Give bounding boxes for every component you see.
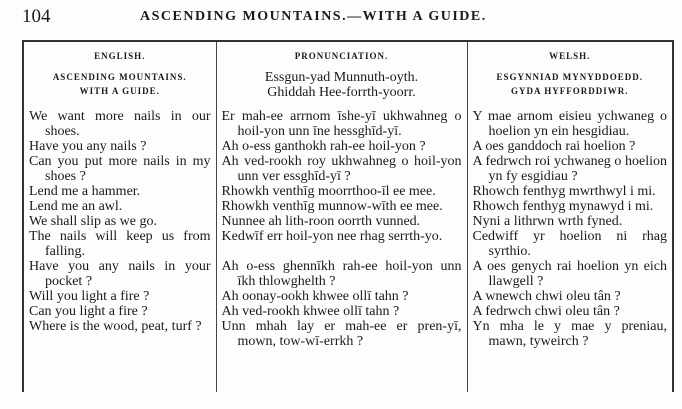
pronunciation-phrase: Ah o-ess ganthokh rah-ee hoil-yon ?	[221, 139, 426, 155]
running-title: ASCENDING MOUNTAINS.—WITH A GUIDE.	[140, 9, 487, 24]
welsh-phrase: Y mae arnom eisieu ychwaneg o hoelion yn ein hesgidiau.	[472, 109, 667, 140]
section-titles	[24, 70, 672, 109]
welsh-phrase-cell	[467, 154, 672, 184]
subtitle-line: ESGYNNIAD MYNYDDOEDD.	[496, 72, 643, 83]
phrase-row	[24, 304, 672, 319]
header-welsh: WELSH.	[467, 42, 672, 70]
phrase-row	[24, 229, 672, 259]
subtitle-line: WITH A GUIDE.	[79, 86, 160, 97]
phrase-row	[24, 214, 672, 229]
empty-cell	[24, 349, 216, 392]
welsh-phrase: A oes ganddoch rai hoelion ?	[472, 139, 636, 155]
pronunciation-phrase: Ah ved-rookh roy ukhwahneg o hoil-yon unn ver essghīd-yī ?	[221, 154, 462, 185]
welsh-phrase-cell	[467, 319, 672, 349]
welsh-phrase-cell	[467, 214, 672, 229]
welsh-phrase: A wnewch chwi oleu tân ?	[472, 289, 621, 305]
subtitle-line: GYDA HYFFORDDIWR.	[511, 86, 629, 97]
pronunciation-phrase: Rhowkh venthīg moorrthoo-īl ee mee.	[221, 184, 436, 200]
welsh-phrase: Nyni a lithrwn wrth fyned.	[472, 214, 623, 230]
english-phrase: Where is the wood, peat, turf ?	[29, 319, 202, 335]
column-headers	[24, 42, 672, 70]
pronunciation-phrase-cell	[216, 289, 467, 304]
phrase-row	[24, 184, 672, 199]
welsh-phrase: Rhowch fenthyg mynawyd i mi.	[472, 199, 654, 215]
welsh-phrase: Cedwiff yr hoelion ni rhag syrthio.	[472, 229, 667, 260]
phrase-row	[24, 319, 672, 349]
welsh-phrase-cell	[467, 139, 672, 154]
pronunciation-phrase-cell	[216, 199, 467, 214]
english-phrase: We shall slip as we go.	[29, 214, 157, 230]
welsh-phrase: A oes genych rai hoelion yn eich llawgell ?	[472, 259, 667, 290]
welsh-phrase-cell	[467, 259, 672, 289]
welsh-phrase-cell	[467, 289, 672, 304]
pronunciation-phrase: Kedwīf err hoil-yon nee rhag serrth-yo.	[221, 229, 443, 245]
english-phrase: We want more nails in our shoes.	[29, 109, 211, 140]
english-phrase: Have you any nails in your pocket ?	[29, 259, 211, 290]
pronunciation-phrase: Ah oonay-ookh khwee ollī tahn ?	[221, 289, 409, 305]
english-phrase-cell	[24, 319, 216, 349]
pronunciation-phrase: Rhowkh venthīg munnow-wīth ee mee.	[221, 199, 443, 215]
phrase-row	[24, 289, 672, 304]
subtitle-line: ASCENDING MOUNTAINS.	[52, 72, 187, 83]
english-phrase-cell	[24, 289, 216, 304]
welsh-phrase: A fedrwch chwi oleu tân ?	[472, 304, 620, 320]
phrase-row	[24, 259, 672, 289]
pronunciation-phrase-cell	[216, 259, 467, 289]
english-phrase-cell	[24, 229, 216, 259]
pronunciation-phrase-cell	[216, 304, 467, 319]
pronunciation-phrase-cell	[216, 184, 467, 199]
english-phrase-cell	[24, 139, 216, 154]
phrase-row	[24, 199, 672, 214]
section-title-english	[24, 70, 216, 109]
english-phrase-cell	[24, 109, 216, 139]
header-pronunciation: PRONUNCIATION.	[216, 42, 467, 70]
subtitle-line: Ghiddah Hee-forrth-yoorr.	[267, 85, 416, 101]
pronunciation-phrase-cell	[216, 319, 467, 349]
welsh-phrase: Yn mha le y mae y preniau, mawn, tyweirch ?	[472, 319, 667, 350]
welsh-phrase-cell	[467, 229, 672, 259]
english-phrase-cell	[24, 199, 216, 214]
english-phrase-cell	[24, 304, 216, 319]
english-phrase: The nails will keep us from falling.	[29, 229, 211, 260]
empty-cell	[216, 349, 467, 392]
section-title-welsh	[467, 70, 672, 109]
empty-cell	[467, 349, 672, 392]
subtitle-line: Essgun-yad Munnuth-oyth.	[264, 70, 419, 86]
english-phrase-cell	[24, 184, 216, 199]
table-filler	[24, 349, 672, 392]
welsh-phrase: A fedrwch roi ychwaneg o hoelion yn fy esgidiau ?	[472, 154, 667, 185]
pronunciation-phrase: Er mah-ee arrnom īshe-yī ukhwahneg o hoil-yon unn īne hessghīd-yī.	[221, 109, 462, 140]
welsh-phrase-cell	[467, 199, 672, 214]
section-title-pronunciation	[216, 70, 467, 109]
phrase-row	[24, 154, 672, 184]
english-phrase-cell	[24, 154, 216, 184]
pronunciation-phrase: Nunnee ah lith-roon oorrth vunned.	[221, 214, 421, 230]
english-phrase: Can you put more nails in my shoes ?	[29, 154, 211, 185]
pronunciation-phrase-cell	[216, 214, 467, 229]
pronunciation-phrase: Ah ved-rookh khwee ollī tahn ?	[221, 304, 400, 320]
welsh-phrase-cell	[467, 184, 672, 199]
pronunciation-phrase: Unn mhah lay er mah-ee er pren-yī, mown, tow-wī-errkh ?	[221, 319, 462, 350]
phrase-table	[22, 40, 674, 392]
english-phrase-cell	[24, 214, 216, 229]
pronunciation-phrase-cell	[216, 109, 467, 139]
pronunciation-phrase-cell	[216, 139, 467, 154]
phrase-row	[24, 139, 672, 154]
english-phrase: Lend me an awl.	[29, 199, 123, 215]
header-english: ENGLISH.	[94, 51, 146, 61]
english-phrase: Can you light a fire ?	[29, 304, 148, 320]
phrase-row	[24, 109, 672, 139]
welsh-phrase-cell	[467, 109, 672, 139]
english-phrase: Have you any nails ?	[29, 139, 147, 155]
pronunciation-phrase: Ah o-ess ghennīkh rah-ee hoil-yon unn īkh thlowghelth ?	[221, 259, 462, 290]
page-number: 104	[22, 6, 51, 27]
english-phrase: Lend me a hammer.	[29, 184, 141, 200]
welsh-phrase: Rhowch fenthyg mwrthwyl i mi.	[472, 184, 656, 200]
pronunciation-phrase-cell	[216, 154, 467, 184]
english-phrase: Will you light a fire ?	[29, 289, 150, 305]
welsh-phrase-cell	[467, 304, 672, 319]
english-phrase-cell	[24, 259, 216, 289]
pronunciation-phrase-cell	[216, 229, 467, 259]
